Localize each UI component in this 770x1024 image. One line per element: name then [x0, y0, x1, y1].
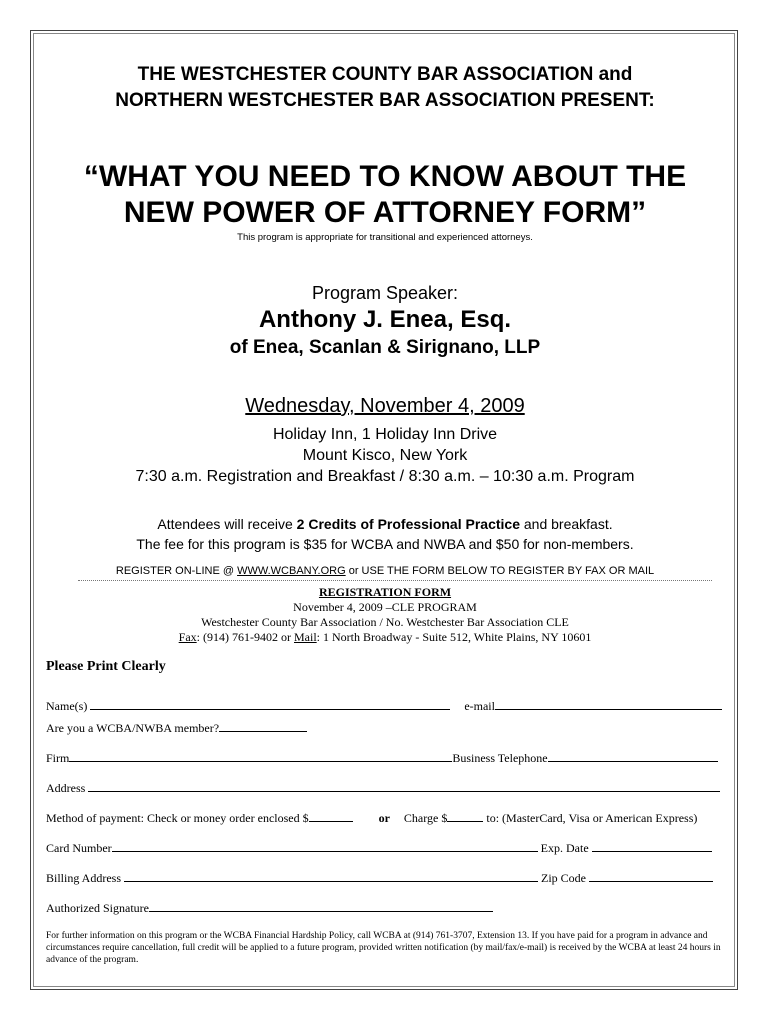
payment-row [46, 810, 697, 826]
speaker-firm: of Enea, Scanlan & Sirignano, LLP [229, 337, 541, 358]
signature-row [46, 900, 493, 916]
zip-field[interactable] [589, 870, 713, 882]
card-row [46, 840, 712, 856]
print-clearly-label: Please Print Clearly [46, 659, 166, 674]
check-amount-field[interactable] [309, 810, 353, 822]
title-line-1: “WHAT YOU NEED TO KNOW ABOUT THE [83, 160, 687, 193]
mail-value: : 1 North Broadway - Suite 512, White Plains, NY 10601 [316, 630, 592, 644]
footer-note: For further information on this program or the WCBA Financial Hardship Policy, call WCBA at (914) 761-3707, Extension 13. If you have paid for a program in advance and circumstances require cancellation, full credit will be applied to a future program, provided written notification (by mail/fax/e-mail) is received by the WCBA at least 24 hours in advance of the program. [46, 931, 721, 965]
member-field[interactable] [219, 720, 307, 732]
register-line [30, 565, 740, 577]
exp-date-label: Exp. Date [537, 841, 592, 855]
event-date: Wednesday, November 4, 2009 [245, 395, 525, 417]
event-schedule: 7:30 a.m. Registration and Breakfast / 8:30 a.m. – 10:30 a.m. Program [135, 468, 635, 485]
signature-field[interactable] [149, 900, 493, 912]
exp-date-field[interactable] [592, 840, 712, 852]
firm-label: Firm [46, 751, 70, 765]
billing-field[interactable] [124, 870, 538, 882]
member-label: Are you a WCBA/NWBA member? [46, 721, 220, 735]
charge-label: Charge $ [403, 811, 448, 825]
payment-label: Method of payment: Check or money order enclosed $ [46, 811, 309, 825]
event-city: Mount Kisco, New York [302, 447, 468, 464]
fax-value: : (914) 761-9402 or [196, 630, 294, 644]
business-tel-field[interactable] [548, 750, 718, 762]
fax-label: Fax [178, 630, 197, 644]
header-line-1: THE WESTCHESTER COUNTY BAR ASSOCIATION and [137, 64, 633, 85]
event-venue: Holiday Inn, 1 Holiday Inn Drive [272, 426, 498, 443]
credits-highlight: 2 Credits of Professional Practice [296, 516, 520, 532]
address-label: Address [46, 781, 86, 795]
form-contact [30, 630, 740, 645]
credits-line [30, 516, 740, 532]
form-title: REGISTRATION FORM [318, 585, 452, 599]
firm-field[interactable] [69, 750, 452, 762]
signature-label: Authorized Signature [46, 901, 149, 915]
names-label: Name(s) [46, 699, 88, 713]
form-date: November 4, 2009 –CLE PROGRAM [293, 600, 477, 614]
mail-label: Mail [294, 630, 317, 644]
credits-prefix: Attendees will receive [157, 516, 297, 532]
names-row [46, 698, 722, 714]
form-org: Westchester County Bar Association / No. Westchester Bar Association CLE [201, 615, 569, 629]
names-field[interactable] [90, 698, 450, 710]
header-line-2: NORTHERN WESTCHESTER BAR ASSOCIATION PRESENT: [115, 90, 655, 111]
credits-suffix: and breakfast. [519, 516, 613, 532]
business-tel-label: Business Telephone [452, 751, 548, 765]
speaker-name: Anthony J. Enea, Esq. [258, 306, 512, 333]
email-label: e-mail [464, 699, 495, 713]
charge-to-label: to: (MasterCard, Visa or American Express) [483, 811, 698, 825]
billing-row [46, 870, 713, 886]
title-subtitle: This program is appropriate for transitional and experienced attorneys. [237, 232, 533, 243]
email-field[interactable] [495, 698, 722, 710]
speaker-label: Program Speaker: [311, 283, 459, 303]
fee-line: The fee for this program is $35 for WCBA and NWBA and $50 for non-members. [136, 536, 634, 552]
register-prefix: REGISTER ON-LINE @ [115, 565, 238, 577]
register-suffix: or USE THE FORM BELOW TO REGISTER BY FAX OR MAIL [345, 565, 655, 577]
address-field[interactable] [88, 780, 720, 792]
member-row [46, 720, 307, 736]
title-line-2: NEW POWER OF ATTORNEY FORM” [123, 196, 647, 229]
firm-row [46, 750, 718, 766]
card-number-field[interactable] [112, 840, 538, 852]
address-row [46, 780, 720, 796]
payment-or: or [378, 811, 390, 825]
cut-line-divider [78, 580, 712, 581]
zip-label: Zip Code [538, 871, 590, 885]
billing-label: Billing Address [46, 871, 122, 885]
register-link[interactable]: WWW.WCBANY.ORG [237, 565, 346, 577]
card-number-label: Card Number [46, 841, 112, 855]
charge-amount-field[interactable] [447, 810, 483, 822]
